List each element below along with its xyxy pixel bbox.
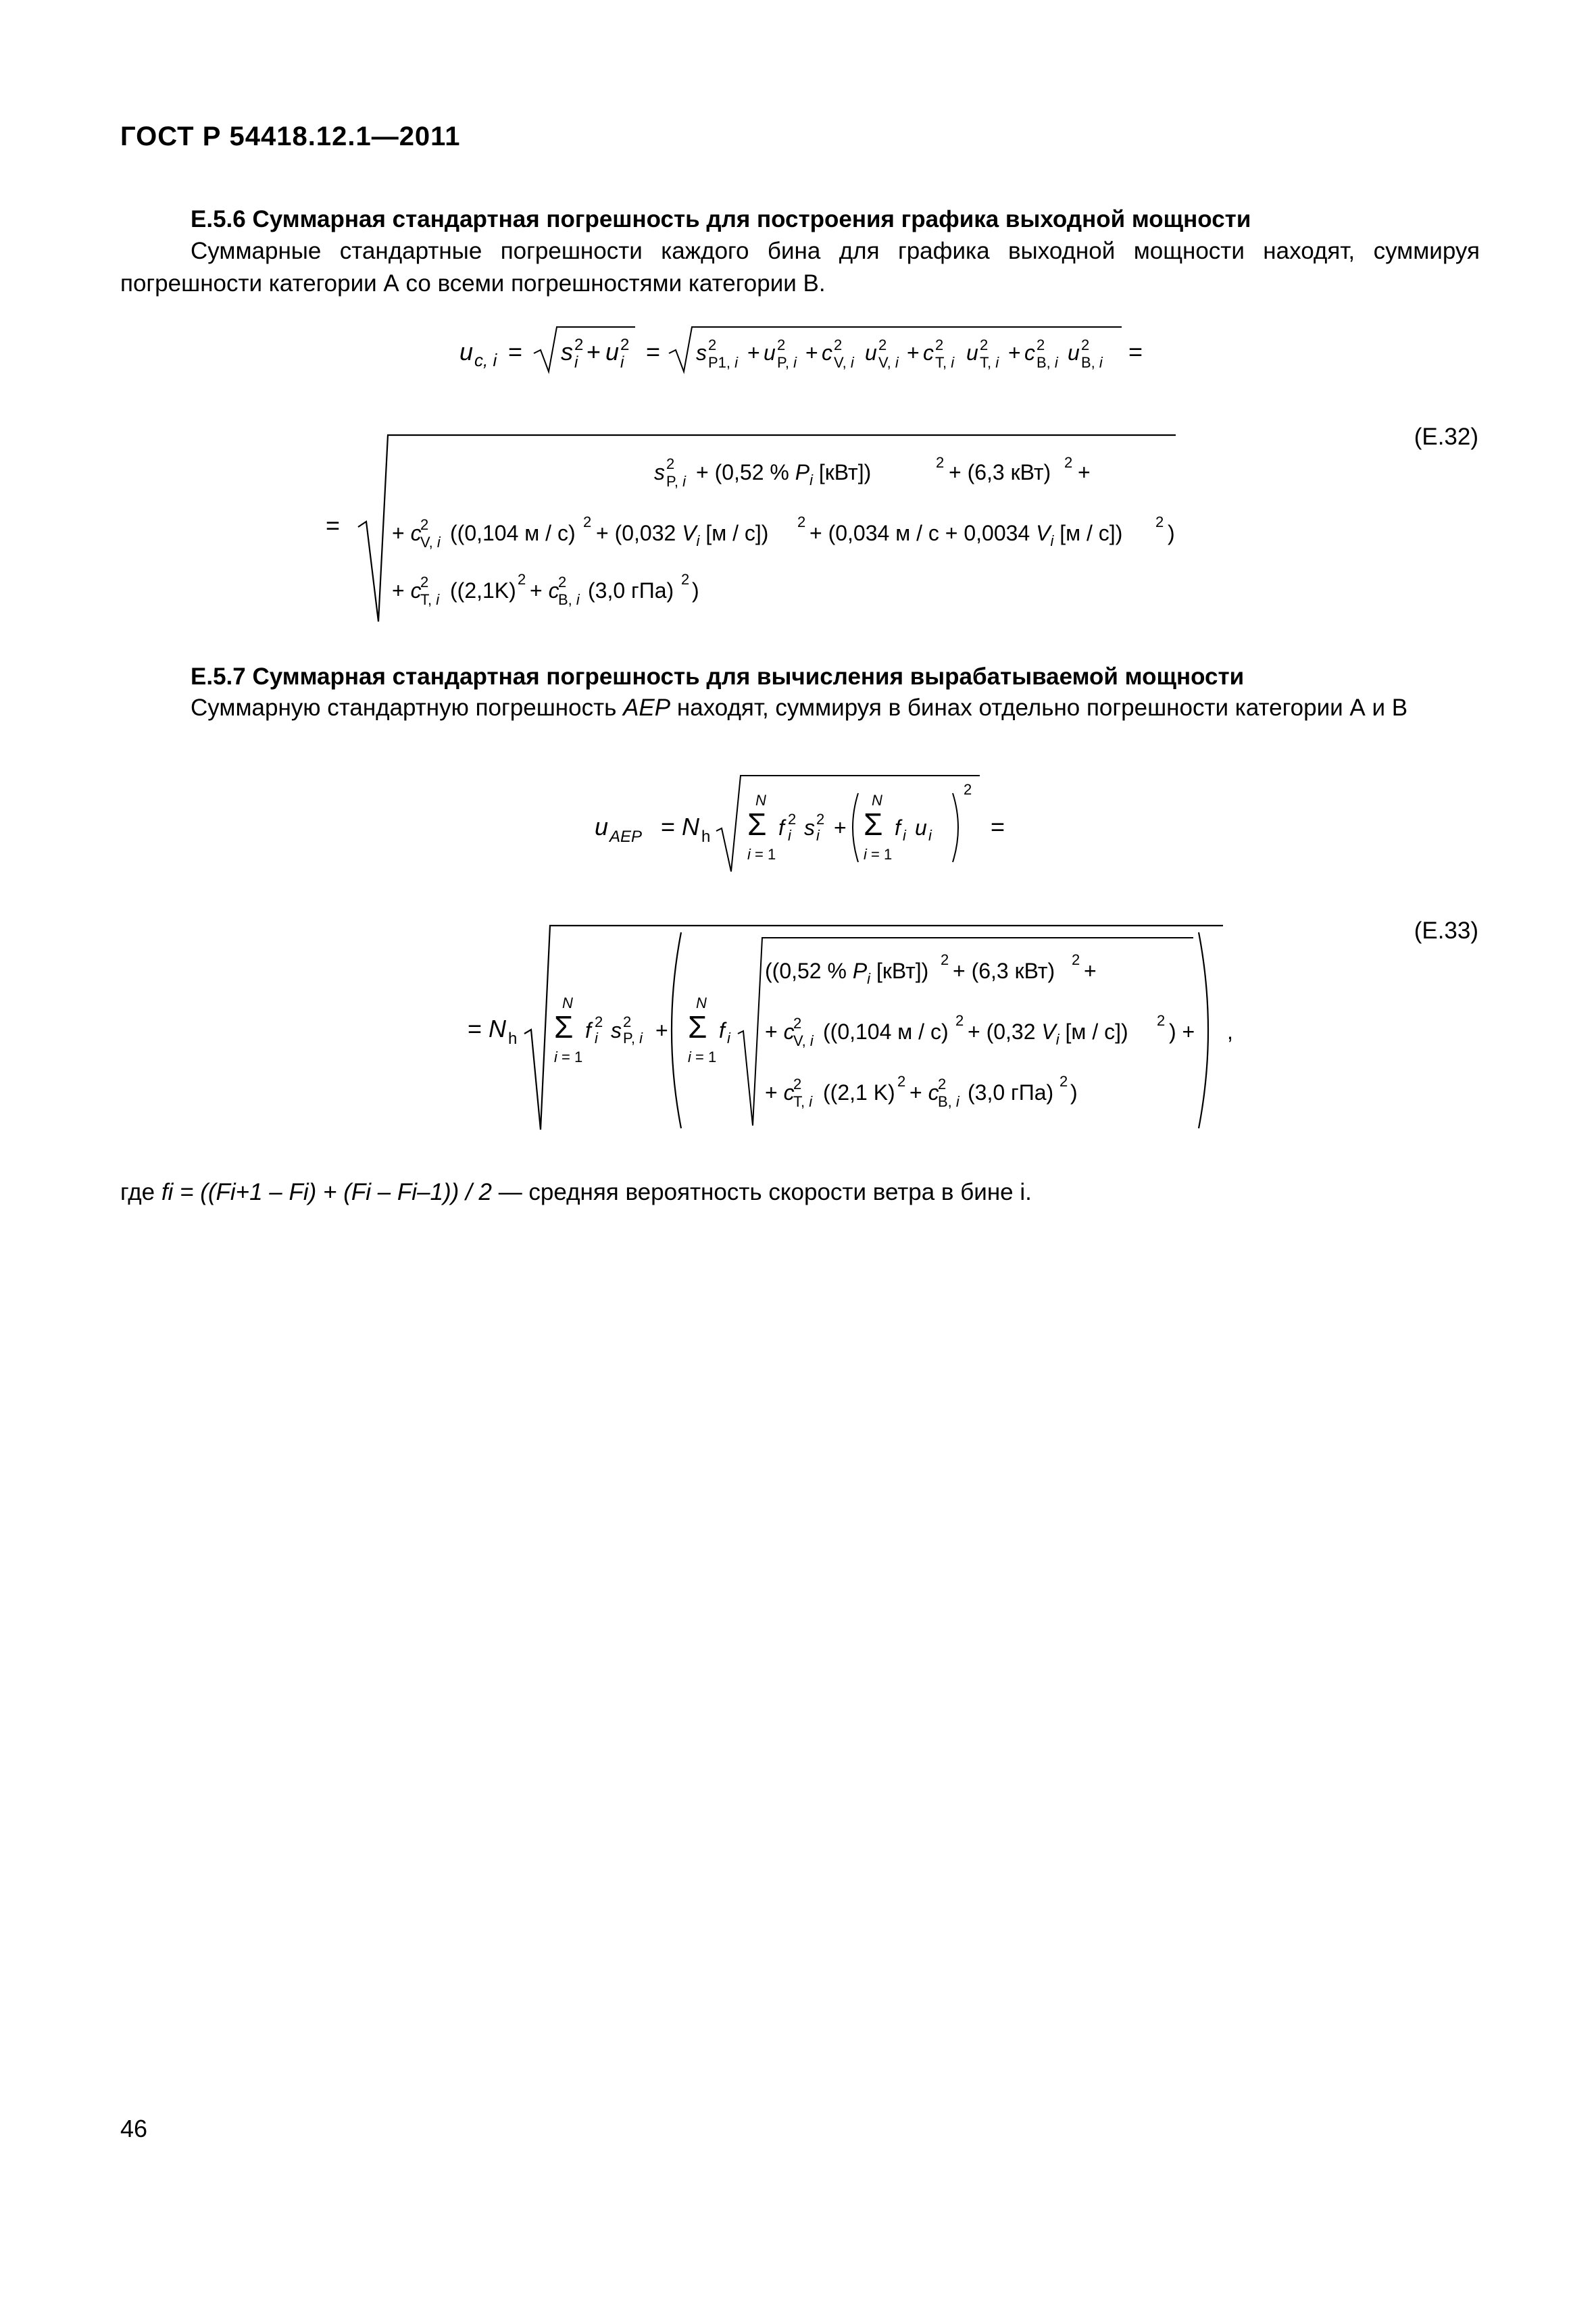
svg-text:c, i: c, i — [474, 350, 497, 370]
where-definition — [120, 1179, 1032, 1206]
svg-text:+: + — [587, 338, 601, 366]
svg-text:+ c: + c — [392, 521, 422, 545]
svg-text:(3,0 гПа): (3,0 гПа) — [968, 1080, 1054, 1105]
svg-text:+: + — [805, 341, 818, 365]
svg-text:u: u — [915, 815, 927, 840]
svg-text:= N: = N — [661, 813, 700, 840]
svg-text:2: 2 — [1081, 336, 1090, 353]
svg-text:u: u — [764, 341, 776, 365]
svg-text:Σ: Σ — [864, 807, 883, 842]
section-text-e57-aep: AEP — [623, 695, 671, 721]
section-text-e57 — [120, 692, 1480, 724]
svg-text:+ c: + c — [765, 1080, 795, 1105]
svg-text:s: s — [611, 1018, 622, 1042]
svg-text:2: 2 — [623, 1013, 632, 1030]
svg-text:N: N — [872, 792, 882, 809]
svg-text:2: 2 — [420, 516, 429, 533]
svg-text:+ (6,3 кВт): + (6,3 кВт) — [949, 460, 1051, 484]
svg-text:): ) — [692, 578, 699, 603]
svg-text:2: 2 — [518, 571, 526, 588]
section-text-e56 — [120, 235, 1480, 300]
equation-number-e33: (Е.33) — [1414, 917, 1478, 944]
svg-text:f: f — [778, 815, 784, 840]
svg-text:+ c: + c — [909, 1080, 939, 1105]
svg-text:=: = — [508, 338, 523, 366]
svg-text:AEP: AEP — [609, 828, 643, 846]
where-prefix: где — [120, 1179, 155, 1205]
svg-text:f: f — [585, 1018, 591, 1042]
svg-text:2: 2 — [1064, 454, 1073, 471]
svg-text:i = 1: i = 1 — [554, 1049, 583, 1065]
svg-text:((0,104 м / с): ((0,104 м / с) — [823, 1020, 949, 1044]
svg-text:+: + — [655, 1018, 668, 1042]
svg-text:V, i: V, i — [834, 354, 854, 371]
svg-text:P, i: P, i — [623, 1030, 643, 1047]
svg-text:2: 2 — [793, 1015, 802, 1032]
page-number: 46 — [120, 2115, 148, 2142]
svg-text:N: N — [696, 995, 707, 1011]
svg-text:+ (0,032 Vi [м / c]): + (0,032 $V_i$ [м / c]) — [596, 521, 769, 549]
svg-text:2: 2 — [620, 336, 630, 354]
svg-text:2: 2 — [793, 1076, 802, 1092]
section-heading-e56: Е.5.6 Суммарная стандартная погрешность для построения графика выходной мощности — [191, 206, 1251, 232]
equation-number-e32: (Е.32) — [1414, 424, 1478, 450]
formula-e33-expansion — [459, 919, 1243, 1135]
svg-text:2: 2 — [708, 336, 717, 353]
svg-text:): ) — [1168, 521, 1175, 545]
svg-text:+ (0,034 м / с + 0,0034 Vi [м: + (0,034 м / с + 0,0034 $V_i$ [м / c]) — [809, 521, 1123, 549]
svg-text:2: 2 — [558, 574, 567, 590]
svg-text:i: i — [595, 1030, 598, 1047]
svg-text:2: 2 — [955, 1012, 964, 1029]
svg-text:2: 2 — [938, 1076, 947, 1092]
svg-text:+ c: + c — [765, 1020, 795, 1044]
svg-text:) +: ) + — [1169, 1020, 1195, 1044]
svg-text:Σ: Σ — [554, 1009, 574, 1045]
svg-text:u: u — [865, 341, 877, 365]
svg-text:2: 2 — [1155, 513, 1164, 530]
svg-text:=: = — [326, 511, 341, 539]
svg-text:N: N — [755, 792, 766, 809]
svg-text:N: N — [562, 995, 573, 1011]
svg-text:f: f — [719, 1018, 725, 1042]
svg-text:c: c — [1024, 341, 1035, 365]
svg-text:2: 2 — [816, 811, 825, 828]
svg-text:u: u — [595, 813, 609, 840]
svg-text:+ c: + c — [392, 578, 422, 603]
section-text-e57-before: Суммарную стандартную погрешность — [191, 695, 617, 721]
svg-text:+ c: + c — [530, 578, 559, 603]
svg-text:2: 2 — [1157, 1012, 1166, 1029]
svg-text:,: , — [1227, 1020, 1233, 1044]
svg-text:= N: = N — [468, 1015, 507, 1042]
svg-text:V, i: V, i — [420, 534, 441, 551]
svg-text:u: u — [966, 341, 978, 365]
svg-text:): ) — [1070, 1080, 1078, 1105]
svg-text:s: s — [696, 341, 707, 365]
svg-text:2: 2 — [1072, 951, 1080, 968]
svg-text:i: i — [928, 827, 932, 844]
svg-text:B, i: B, i — [1037, 354, 1058, 371]
svg-text:h: h — [701, 828, 711, 846]
svg-text:V, i: V, i — [878, 354, 899, 371]
where-description: — средняя вероятность скорости ветра в бине i. — [498, 1179, 1032, 1205]
svg-text:s: s — [561, 338, 573, 366]
svg-text:+ (0,32 Vi [м / с]): + (0,32 $V_i$ [м / с]) — [968, 1020, 1128, 1048]
svg-text:B, i: B, i — [938, 1093, 959, 1110]
svg-text:i = 1: i = 1 — [747, 846, 776, 863]
svg-text:V, i: V, i — [793, 1032, 814, 1049]
svg-text:T, i: T, i — [980, 354, 999, 371]
svg-text:s: s — [654, 460, 665, 484]
svg-text:+: + — [1078, 460, 1091, 484]
svg-text:+: + — [834, 815, 847, 840]
svg-text:+: + — [747, 341, 760, 365]
where-formula: fi = ((Fi+1 – Fi) + (Fi – Fi–1)) / 2 — [161, 1179, 492, 1205]
svg-text:B, i: B, i — [1081, 354, 1103, 371]
formula-e32-expansion — [318, 426, 1196, 628]
svg-text:i: i — [620, 353, 624, 372]
svg-text:u: u — [1068, 341, 1080, 365]
svg-text:T, i: T, i — [420, 591, 440, 608]
svg-text:P, i: P, i — [777, 354, 797, 371]
svg-text:2: 2 — [777, 336, 786, 353]
svg-text:((2,1 K): ((2,1 K) — [823, 1080, 895, 1105]
svg-text:P, i: P, i — [666, 473, 686, 490]
svg-text:((0,52 % Pi [кВт]): ((0,52 % $P_i$ [кВт]) — [765, 959, 929, 987]
svg-text:2: 2 — [834, 336, 843, 353]
svg-text:2: 2 — [1037, 336, 1045, 353]
svg-text:+: + — [1084, 959, 1097, 983]
svg-text:c: c — [923, 341, 934, 365]
svg-text:2: 2 — [583, 513, 592, 530]
document-code-header: ГОСТ Р 54418.12.1—2011 — [120, 122, 461, 151]
svg-text:B, i: B, i — [558, 591, 580, 608]
svg-text:2: 2 — [897, 1073, 906, 1090]
svg-text:=: = — [1128, 338, 1143, 366]
section-heading-e57: Е.5.7 Суммарная стандартная погрешность для вычисления вырабатываемой мощности — [191, 663, 1245, 690]
svg-text:c: c — [822, 341, 832, 365]
svg-text:2: 2 — [666, 455, 675, 472]
svg-text:2: 2 — [941, 951, 949, 968]
svg-text:i = 1: i = 1 — [864, 846, 893, 863]
svg-text:+: + — [1008, 341, 1021, 365]
svg-text:u: u — [459, 338, 474, 366]
svg-text:2: 2 — [574, 336, 584, 354]
svg-text:h: h — [508, 1030, 518, 1048]
svg-text:((0,104 м / c): ((0,104 м / c) — [450, 521, 576, 545]
svg-text:i: i — [788, 827, 791, 844]
svg-text:2: 2 — [788, 811, 797, 828]
svg-text:i: i — [574, 353, 578, 372]
svg-text:Σ: Σ — [688, 1009, 707, 1045]
section-text-e56-body: Суммарные стандартные погрешности каждого бина для графика выходной мощности находят, суммируя погрешности категории А со всеми погрешностями категории В. — [120, 238, 1480, 297]
svg-text:2: 2 — [936, 454, 945, 471]
svg-text:P1, i: P1, i — [708, 354, 739, 371]
svg-text:2: 2 — [980, 336, 989, 353]
svg-text:i: i — [727, 1030, 730, 1047]
svg-text:u: u — [605, 338, 620, 366]
svg-text:2: 2 — [964, 781, 972, 798]
svg-text:(3,0 гПа): (3,0 гПа) — [588, 578, 674, 603]
formula-uci — [446, 323, 1155, 377]
svg-text:+ (6,3 кВт): + (6,3 кВт) — [953, 959, 1055, 983]
svg-text:+: + — [907, 341, 920, 365]
svg-text:T, i: T, i — [935, 354, 955, 371]
svg-text:2: 2 — [878, 336, 887, 353]
svg-text:2: 2 — [595, 1013, 603, 1030]
svg-text:s: s — [804, 815, 815, 840]
svg-text:2: 2 — [681, 571, 690, 588]
section-text-e57-after: находят, суммируя в бинах отдельно погрешности категории А и В — [676, 695, 1408, 721]
formula-uaep — [588, 770, 1034, 878]
svg-text:+ (0,52 % Pi [кВт]): + (0,52 % $P_i$ [кВт]) — [696, 460, 872, 488]
svg-text:i: i — [816, 827, 820, 844]
svg-text:T, i: T, i — [793, 1093, 813, 1110]
svg-text:=: = — [646, 338, 661, 366]
svg-text:((2,1K): ((2,1K) — [450, 578, 516, 603]
svg-text:2: 2 — [797, 513, 806, 530]
svg-text:f: f — [895, 815, 901, 840]
svg-text:i = 1: i = 1 — [688, 1049, 717, 1065]
svg-text:2: 2 — [420, 574, 429, 590]
svg-text:i: i — [903, 827, 906, 844]
svg-text:2: 2 — [1059, 1073, 1068, 1090]
svg-text:2: 2 — [935, 336, 944, 353]
svg-text:Σ: Σ — [747, 807, 767, 842]
svg-text:=: = — [991, 813, 1005, 840]
